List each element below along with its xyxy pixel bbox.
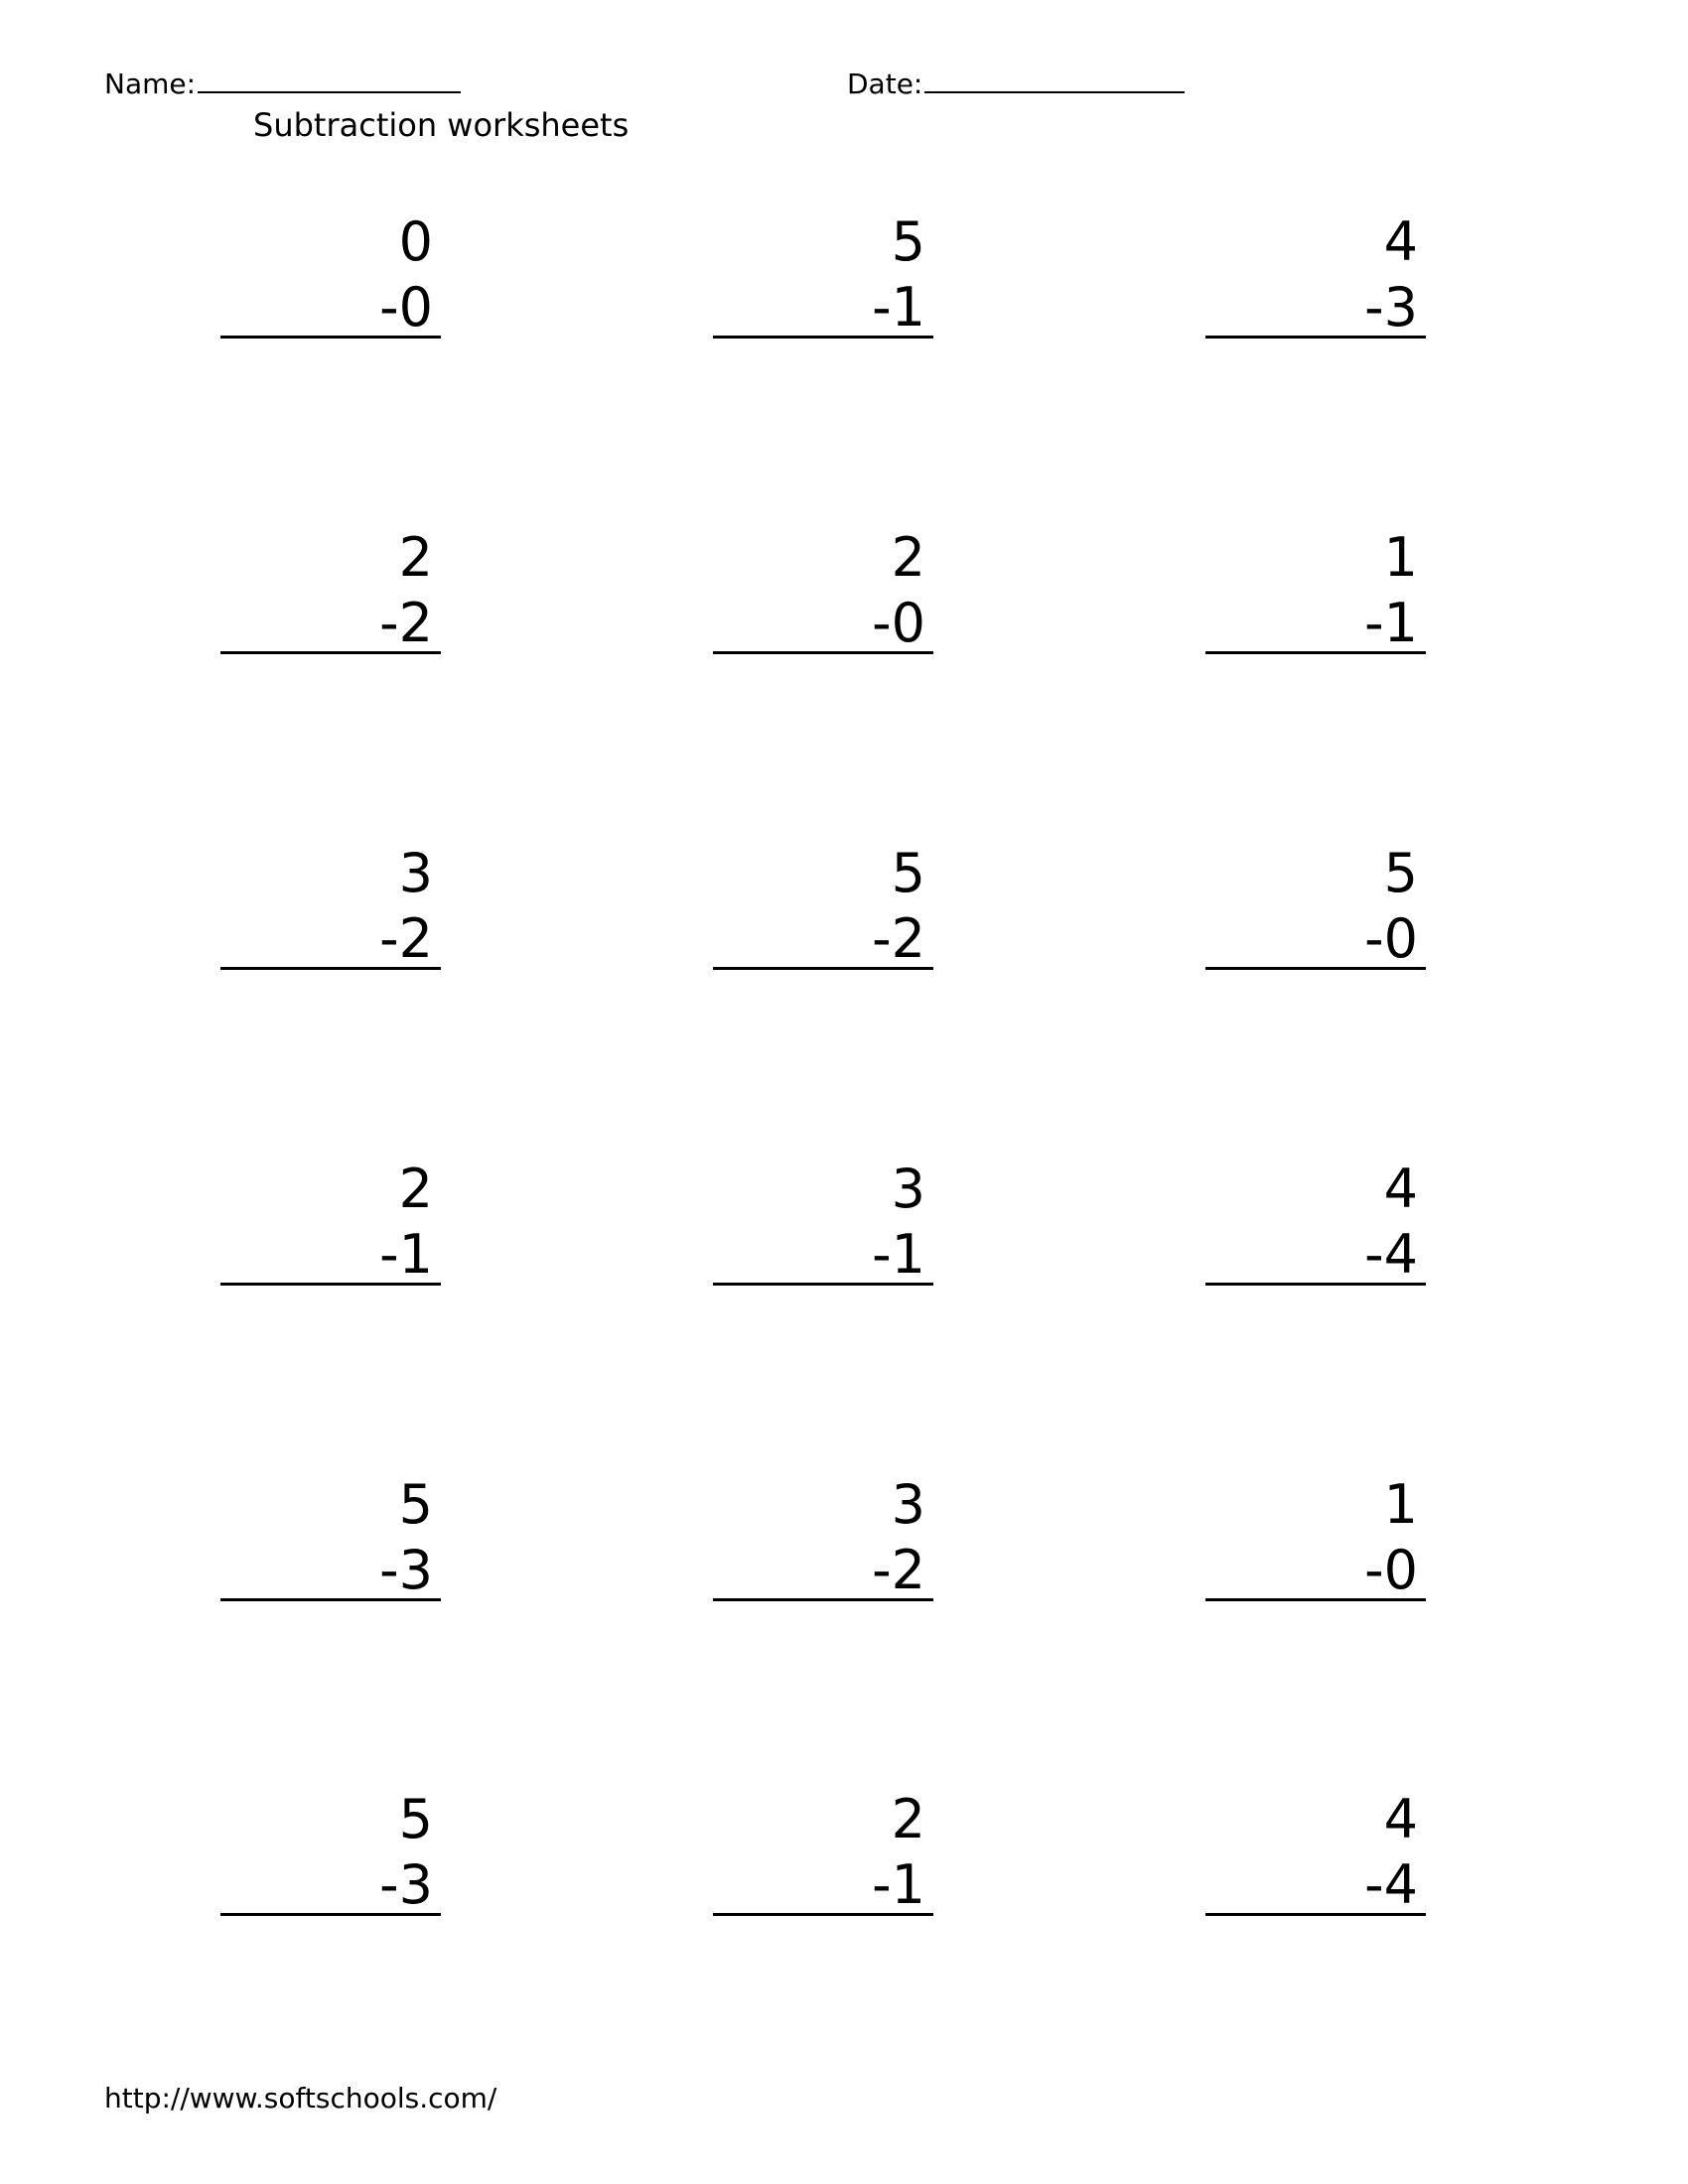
minuend: 4: [1383, 1158, 1418, 1220]
subtrahend: -1: [379, 1223, 433, 1286]
answer-line[interactable]: [220, 1598, 441, 1601]
minuend: 5: [891, 210, 925, 273]
subtrahend: -4: [1364, 1853, 1418, 1916]
subtrahend: -0: [1364, 907, 1418, 970]
answer-line[interactable]: [713, 336, 933, 339]
answer-line[interactable]: [1205, 1913, 1426, 1916]
minuend: 2: [398, 526, 433, 589]
answer-line[interactable]: [220, 967, 441, 970]
subtraction-problem: [220, 1790, 441, 1929]
subtraction-problem: [1205, 1790, 1426, 1929]
subtraction-problem: [1205, 844, 1426, 983]
minuend: 3: [398, 842, 433, 904]
answer-line[interactable]: [1205, 1598, 1426, 1601]
subtraction-problem: [1205, 528, 1426, 667]
subtrahend: -3: [1364, 276, 1418, 339]
answer-line[interactable]: [220, 651, 441, 654]
date-blank-line[interactable]: [924, 66, 1185, 93]
subtrahend: -2: [872, 1539, 925, 1601]
minuend: 1: [1383, 526, 1418, 589]
answer-line[interactable]: [1205, 1283, 1426, 1286]
answer-line[interactable]: [713, 967, 933, 970]
subtraction-problem: [220, 1160, 441, 1298]
minuend: 5: [398, 1473, 433, 1536]
subtraction-problem: [1205, 1475, 1426, 1614]
subtraction-problem: [220, 1475, 441, 1614]
answer-line[interactable]: [1205, 651, 1426, 654]
minuend: 2: [891, 526, 925, 589]
date-label: Date:: [847, 68, 923, 100]
minuend: 5: [398, 1788, 433, 1850]
subtrahend: -1: [872, 1853, 925, 1916]
date-field[interactable]: [847, 66, 1185, 102]
subtraction-problem: [220, 844, 441, 983]
minuend: 3: [891, 1473, 925, 1536]
subtraction-problem: [713, 844, 933, 983]
answer-line[interactable]: [220, 336, 441, 339]
subtrahend: -3: [379, 1853, 433, 1916]
answer-line[interactable]: [1205, 336, 1426, 339]
subtraction-problem: [713, 212, 933, 351]
minuend: 4: [1383, 1788, 1418, 1850]
subtraction-problem: [713, 1790, 933, 1929]
subtraction-problem: [220, 528, 441, 667]
minuend: 2: [891, 1788, 925, 1850]
subtraction-problem: [713, 1160, 933, 1298]
minuend: 3: [891, 1158, 925, 1220]
subtrahend: -0: [379, 276, 433, 339]
footer-url: http://www.softschools.com/: [104, 2082, 497, 2115]
worksheet-title: Subtraction worksheets: [253, 106, 630, 144]
subtraction-problem: [220, 212, 441, 351]
name-field[interactable]: [104, 66, 461, 102]
subtrahend: -0: [1364, 1539, 1418, 1601]
answer-line[interactable]: [713, 1913, 933, 1916]
subtraction-problem: [713, 1475, 933, 1614]
minuend: 5: [891, 842, 925, 904]
subtrahend: -2: [379, 592, 433, 654]
answer-line[interactable]: [220, 1283, 441, 1286]
subtrahend: -1: [872, 276, 925, 339]
subtrahend: -0: [872, 592, 925, 654]
subtrahend: -1: [1364, 592, 1418, 654]
subtrahend: -4: [1364, 1223, 1418, 1286]
subtraction-problem: [1205, 1160, 1426, 1298]
subtrahend: -1: [872, 1223, 925, 1286]
answer-line[interactable]: [713, 1283, 933, 1286]
minuend: 5: [1383, 842, 1418, 904]
minuend: 1: [1383, 1473, 1418, 1536]
subtraction-problem: [713, 528, 933, 667]
minuend: 0: [398, 210, 433, 273]
answer-line[interactable]: [713, 1598, 933, 1601]
answer-line[interactable]: [1205, 967, 1426, 970]
answer-line[interactable]: [713, 651, 933, 654]
minuend: 2: [398, 1158, 433, 1220]
subtrahend: -2: [379, 907, 433, 970]
minuend: 4: [1383, 210, 1418, 273]
subtrahend: -3: [379, 1539, 433, 1601]
answer-line[interactable]: [220, 1913, 441, 1916]
name-label: Name:: [104, 68, 197, 100]
subtraction-problem: [1205, 212, 1426, 351]
subtrahend: -2: [872, 907, 925, 970]
name-blank-line[interactable]: [198, 66, 461, 93]
